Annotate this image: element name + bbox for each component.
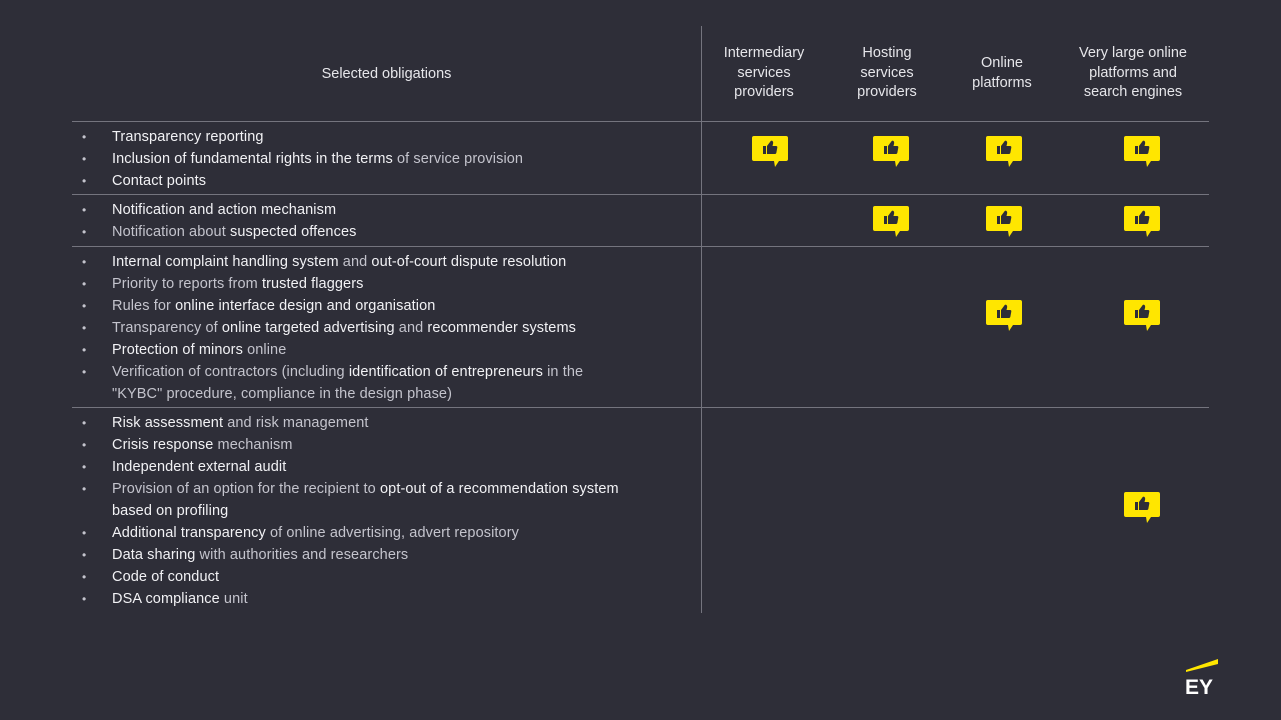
thumbs-up-speech-bubble-icon <box>751 135 789 169</box>
column-header-line: search engines <box>1083 84 1183 101</box>
column-header-very-large <box>1056 26 1210 121</box>
list-item <box>72 126 662 148</box>
list-item <box>72 434 662 456</box>
list-item <box>72 295 662 317</box>
thumbs-up-speech-bubble-icon <box>985 135 1023 169</box>
table-row <box>72 122 1209 195</box>
list-item <box>72 478 662 522</box>
item-bold: Internal complaint handling system <box>112 254 339 270</box>
item-bold: Data sharing <box>112 547 196 563</box>
list-item <box>72 148 662 170</box>
item-bold: Independent external audit <box>112 459 287 475</box>
item-bold: Risk assessment <box>112 415 224 431</box>
item-text: and <box>338 254 372 270</box>
list-item <box>72 273 662 295</box>
item-text: Transparency of <box>112 320 222 336</box>
thumbs-up-speech-bubble-icon <box>1123 299 1161 333</box>
item-text: Provision of an option for the recipient to <box>112 481 380 497</box>
item-text: mechanism <box>213 437 293 453</box>
list-item <box>72 456 662 478</box>
column-header-line: Very large online <box>1078 45 1187 62</box>
item-bold: Code of conduct <box>112 569 220 585</box>
item-bold: online targeted advertising <box>221 320 395 336</box>
item-bold: trusted flaggers <box>261 276 364 292</box>
thumbs-up-speech-bubble-icon <box>985 205 1023 239</box>
column-header-online-platforms <box>948 26 1056 121</box>
list-item <box>72 339 662 361</box>
column-header-line: services <box>860 64 914 81</box>
obligations-table <box>72 26 1209 613</box>
obligation-list <box>72 199 662 243</box>
list-item <box>72 199 662 221</box>
item-bold: Notification and action mechanism <box>112 202 337 218</box>
obligation-list <box>72 126 662 192</box>
column-header-line: Online <box>981 55 1023 71</box>
table-header <box>72 26 1209 122</box>
item-bold: based on profiling <box>112 503 229 519</box>
item-bold: Transparency reporting <box>112 129 264 145</box>
obligation-list <box>72 412 662 610</box>
thumbs-up-speech-bubble-icon <box>985 299 1023 333</box>
table-row <box>72 195 1209 247</box>
item-text: of service provision <box>392 151 524 167</box>
column-header-line: platforms <box>972 74 1032 91</box>
item-bold: Crisis response <box>112 437 214 453</box>
column-header-intermediary <box>702 26 826 121</box>
item-bold: identification of entrepreneurs <box>348 364 543 380</box>
list-item <box>72 412 662 434</box>
item-bold: recommender systems <box>427 320 576 336</box>
item-text: Rules for <box>112 298 176 314</box>
obligations-column-header: Selected obligations <box>321 65 452 82</box>
item-text: online <box>242 342 287 358</box>
item-text: Verification of contractors (including <box>112 364 349 380</box>
item-text: unit <box>219 591 248 607</box>
item-bold: Contact points <box>112 173 207 189</box>
column-header-line: Hosting <box>862 45 912 62</box>
thumbs-up-speech-bubble-icon <box>1123 491 1161 525</box>
thumbs-up-speech-bubble-icon <box>1123 205 1161 239</box>
column-header-line: providers <box>734 84 794 101</box>
item-bold: Additional transparency <box>112 525 266 541</box>
item-bold: opt-out of a recommendation system <box>379 481 619 497</box>
item-bold: Protection of minors <box>112 342 243 358</box>
list-item <box>72 566 662 588</box>
ey-logo <box>1184 658 1220 696</box>
list-item <box>72 522 662 544</box>
item-bold: suspected offences <box>229 224 357 240</box>
item-bold: Inclusion of fundamental rights in the terms <box>112 151 393 167</box>
table-row <box>72 247 1209 408</box>
column-header-line: platforms and <box>1089 64 1177 81</box>
table-row <box>72 408 1209 613</box>
item-text: with authorities and researchers <box>195 547 409 563</box>
item-bold: out-of-court dispute resolution <box>371 254 567 270</box>
item-text: Priority to reports from <box>112 276 262 292</box>
list-item <box>72 251 662 273</box>
item-text: and risk management <box>223 415 369 431</box>
item-text: "KYBC" procedure, compliance in the design phase) <box>112 386 453 402</box>
list-item <box>72 544 662 566</box>
column-header-hosting <box>826 26 948 121</box>
item-text: and <box>394 320 428 336</box>
item-text: Notification about <box>112 224 230 240</box>
item-bold: online interface design and organisation <box>175 298 436 314</box>
list-item <box>72 588 662 610</box>
item-text: of online advertising, advert repository <box>265 525 519 541</box>
column-header-line: providers <box>857 84 917 101</box>
svg-text:EY: EY <box>1185 676 1214 696</box>
column-header-line: Intermediary <box>723 45 805 62</box>
list-item <box>72 170 662 192</box>
column-header-line: services <box>737 64 791 81</box>
list-item <box>72 221 662 243</box>
obligation-list <box>72 251 662 405</box>
thumbs-up-speech-bubble-icon <box>872 135 910 169</box>
item-bold: DSA compliance <box>112 591 220 607</box>
list-item <box>72 317 662 339</box>
list-item <box>72 361 662 405</box>
thumbs-up-speech-bubble-icon <box>872 205 910 239</box>
item-text: in the <box>542 364 584 380</box>
thumbs-up-speech-bubble-icon <box>1123 135 1161 169</box>
